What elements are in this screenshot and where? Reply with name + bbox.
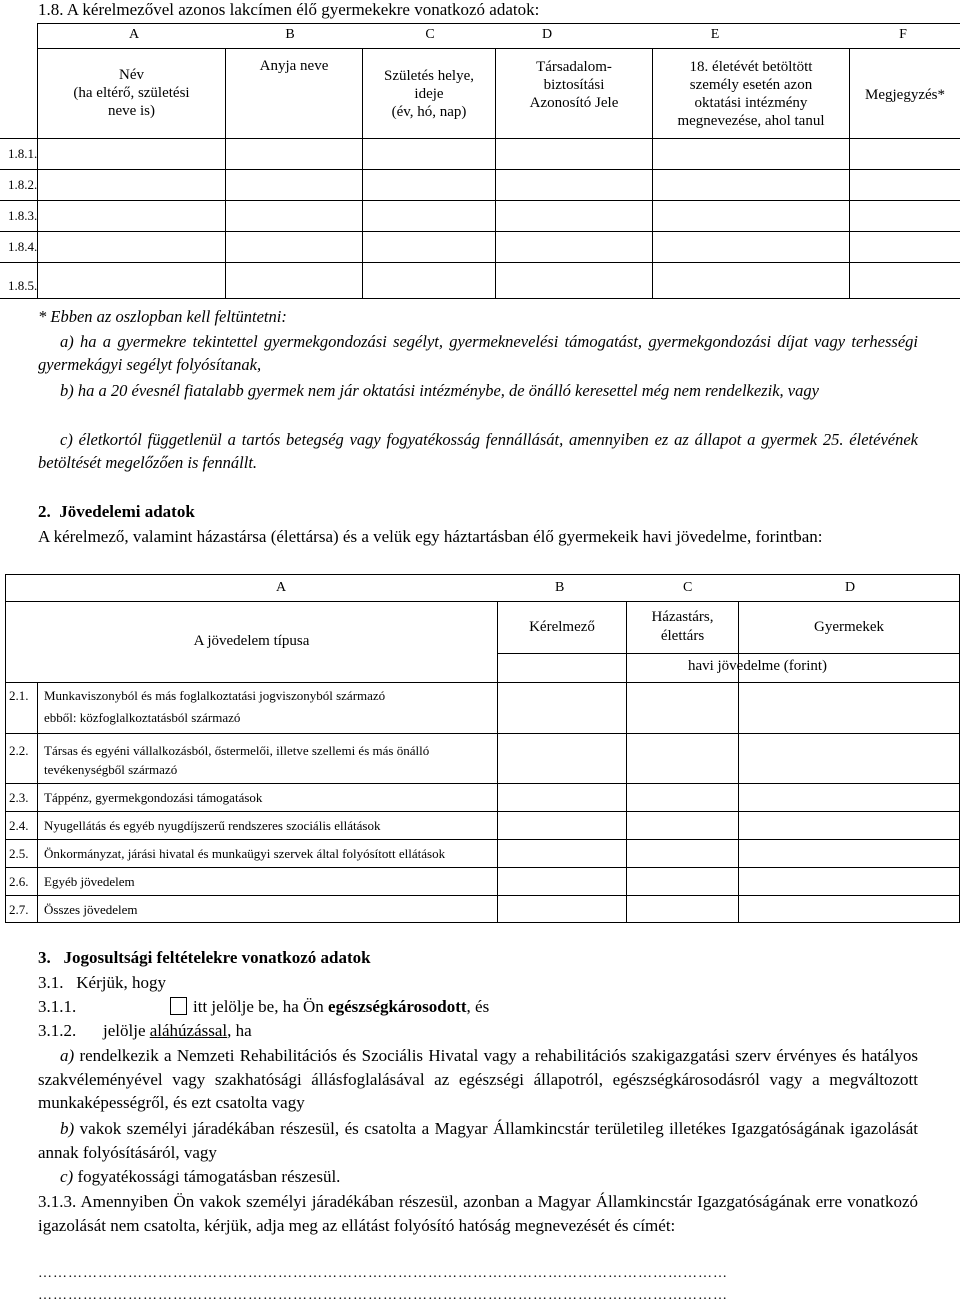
footnote-a: a) ha a gyermekre tekintettel gyermekgondozási segélyt, gyermeknevelési támogatást, gyermekgondozási díjat vagy terhességi gyermekágyi segélyt folyósítanak, [38, 332, 918, 374]
row-label: Munkaviszonyból és más foglalkoztatási jogviszonyból származó [44, 688, 386, 703]
column-letter: D [845, 580, 856, 595]
column-letter: C [683, 580, 693, 595]
column-letter: A [128, 27, 140, 42]
disability-checkbox[interactable] [170, 997, 187, 1015]
footnote-b: b) ha a 20 évesnél fiatalabb gyermek nem jár oktatási intézménybe, de önálló keresettel még nem rendelkezik, vagy [60, 381, 819, 400]
row-number: 2.7. [9, 902, 29, 917]
row-label: Nyugellátás és egyéb nyugdíjszerű rendszeres szociális ellátások [44, 818, 381, 833]
row-label: Társas és egyéni vállalkozásból, őstermelői, illetve szellemi és más önálló [44, 743, 430, 758]
row-number: 2.1. [9, 688, 29, 703]
section-3-1-3: 3.1.3. Amennyiben Ön vakok személyi járadékában részesül, azonban a Magyar Államkincstár Igazgatóságának erre vonatkozó igazolását nem csatolta, kérjük, adja meg az ellátást folyósító hatóság megnevezését és címét: [38, 1192, 918, 1235]
row-label: 1.8.1. [8, 146, 38, 161]
row-sublabel: tevékenységből származó [44, 762, 178, 777]
option-b: b) vakok személyi járadékában részesül, és csatolta a Magyar Államkincstár területileg illetékes Igazgatóságának igazolását annak folyósításáról, vagy [38, 1119, 919, 1162]
section-2-heading: 2. Jövedelemi adatok [38, 502, 195, 521]
section-3-1-2-number: 3.1.2. [38, 1021, 77, 1040]
header-applicant: Kérelmező [529, 619, 595, 635]
header-income-type: A jövedelem típusa [193, 633, 310, 649]
column-letter: A [276, 580, 287, 595]
row-label: Egyéb jövedelem [44, 874, 135, 889]
section-3-1-1-text: itt jelölje be, ha Ön egészségkárosodott, és [193, 997, 490, 1016]
row-number: 2.6. [9, 874, 29, 889]
column-letter: F [899, 27, 907, 42]
row-label: Önkormányzat, járási hivatal és munkaügyi szervek által folyósított ellátások [44, 846, 446, 861]
row-number: 2.5. [9, 846, 29, 861]
row-sublabel: ebből: közfoglalkoztatásból származó [44, 710, 241, 725]
row-label: Táppénz, gyermekgondozási támogatások [44, 790, 263, 805]
option-a: a) rendelkezik a Nemzeti Rehabilitációs és Szociális Hivatal vagy a rehabilitációs szakigazgatási szerv érvényes és hatályos szakvéleményével vagy szakhatósági állásfoglalásával az egészségi állapotról, egészségkárosodásról vagy a megváltozott munkaképességről, és ezt csatolta vagy [38, 1046, 918, 1112]
header-name: Név (ha eltérő, születési neve is) [73, 67, 190, 119]
header-birth-place-date: Születés helye, ideje (év, hó, nap) [384, 68, 474, 120]
footnote-intro: * Ebben az oszlopban kell feltüntetni: [38, 307, 287, 326]
header-mother-name: Anyja neve [259, 58, 329, 74]
section-1-8-title: 1.8. A kérelmezővel azonos lakcímen élő gyermekekre vonatkozó adatok: [38, 0, 540, 19]
row-label: 1.8.4. [8, 239, 38, 254]
section-3-heading: 3. Jogosultsági feltételekre vonatkozó adatok [38, 948, 371, 967]
footnote-c: c) életkortól függetlenül a tartós betegség vagy fogyatékosság fennállását, amennyiben ez az állapot a gyermek 25. életévének betöltését megelőzően is fennállt. [38, 430, 918, 472]
row-label: 1.8.5. [8, 278, 38, 293]
section-3-1-2-text: jelölje aláhúzással, ha [103, 1021, 252, 1040]
section-2-intro: A kérelmező, valamint házastársa (élettársa) és a velük egy háztartásban élő gyermekeik havi jövedelme, forintban: [38, 527, 823, 546]
header-school: 18. életévét betöltött személy esetén azon oktatási intézmény megnevezése, ahol tanul [677, 59, 825, 129]
section-3-1: 3.1. Kérjük, hogy [38, 973, 166, 992]
column-letter: B [555, 580, 565, 595]
header-children: Gyermekek [814, 619, 884, 635]
column-letter: E [710, 27, 720, 42]
section-3-1-1-number: 3.1.1. [38, 997, 77, 1016]
row-label: Összes jövedelem [44, 902, 138, 917]
option-c: c) fogyatékossági támogatásban részesül. [60, 1167, 341, 1186]
row-label: 1.8.3. [8, 208, 38, 223]
column-letter: B [285, 27, 295, 42]
header-taj: Társadalom- biztosítási Azonosító Jele [529, 59, 619, 111]
column-letter: D [541, 27, 553, 42]
row-label: 1.8.2. [8, 177, 38, 192]
answer-line[interactable]: ………………………………………………………………………………………………………………………… [38, 1266, 728, 1281]
row-number: 2.2. [9, 743, 29, 758]
header-remark: Megjegyzés* [865, 87, 945, 103]
header-monthly-income: havi jövedelme (forint) [687, 658, 828, 674]
row-number: 2.3. [9, 790, 29, 805]
header-spouse: Házastárs, élettárs [651, 609, 714, 644]
row-number: 2.4. [9, 818, 29, 833]
column-letter: C [425, 27, 435, 42]
answer-line[interactable]: ………………………………………………………………………………………………………………………… [38, 1288, 728, 1303]
